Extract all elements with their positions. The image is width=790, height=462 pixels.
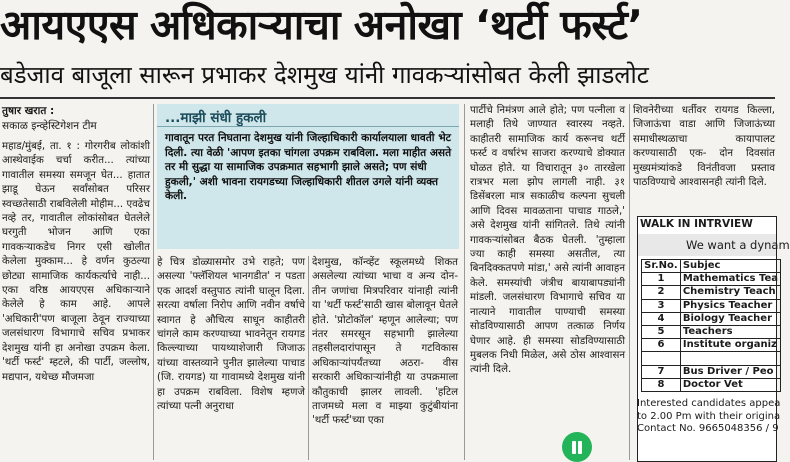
column-divider	[629, 104, 630, 460]
ad-row-subject: Doctor Vet	[680, 378, 780, 391]
byline	[2, 104, 152, 134]
byline-desk: सकाळ इन्व्हेस्टिगेशन टीम	[2, 120, 97, 132]
headline: आयएएस अधिकाऱ्याचा अनोखा ‘थर्टी फर्स्ट’	[0, 1, 643, 49]
ad-row-subject	[680, 352, 780, 365]
article-column-3	[312, 256, 458, 460]
whatsapp-icon[interactable]	[562, 432, 592, 462]
ad-row-sr: 8	[642, 378, 681, 391]
sidebar-box	[157, 104, 459, 249]
article-text: देशमुख, कॉन्व्हेंट स्कूलमध्ये शिकत असलेल्या त्यांच्या भाचा व अन्य दोन- तीन जणांचा मित्रपरिवार यांनाही त्यांनी या 'थर्टी फर्स्ट'साठी खास बोलावून घेतले होते. 'प्रोटोकॉल' म्हणून आलेल्या; पण नंतर समरसून सहभागी झालेल्या तहसीलदारांपासून ते गटविकास अधिकाऱ्यांपर्यंतच्या अठरा- वीस सरकारी अधिकाऱ्यांनीही या उपक्रमाला कौतुकाची झालर लावली. 'हटिल ताजमध्ये मला व माझ्या कुटुंबीयांना 'थर्टी फर्स्ट'च्या एका	[312, 257, 458, 427]
column-divider	[153, 104, 154, 460]
table-row	[642, 365, 781, 378]
ad-row-subject: Biology Teacher	[680, 312, 780, 325]
article-text: हे चित्र डोळ्यासमोर उभे राहते; पण असल्या 'फ्लॅशियल भानगडीत' न पडता एक आदर्श वस्तुपाठ त्यांनी घालून दिला. सरत्या वर्षाला निरोप आणि नवीन वर्षाचे स्वागत हे औचित्य साधून काहीतरी चांगले काम करण्याच्या भावनेतून रायगड किल्ल्याच्या पायथ्याशेजारी जिजाऊ यांच्या वास्तव्याने पुनीत झालेल्या पाचाड (जि. रायगड) या गावामध्ये देशमुख यांनी हा उपक्रम राबविला. विशेष म्हणजे त्यांच्या पत्नी अनुराधा	[157, 257, 305, 413]
ad-title: WALK IN INTRVIEW	[640, 218, 753, 230]
sidebar-box-divider	[157, 126, 459, 127]
ad-footer-line: Contact No. 9665048356 / 9	[637, 423, 779, 435]
divider	[0, 97, 775, 99]
ad-row-sr: 7	[642, 365, 681, 378]
table-row	[642, 339, 781, 352]
table-row	[642, 286, 781, 299]
table-row	[642, 299, 781, 312]
ad-row-sr	[642, 352, 681, 365]
sidebar-box-title: ...माझी संधी हुकली	[165, 110, 267, 126]
ad-row-sr: 1	[642, 273, 681, 286]
ad-table-header	[642, 260, 781, 273]
ad-row-subject: Institute organiz	[680, 339, 780, 352]
ad-row-subject: Chemistry Teach	[680, 286, 780, 299]
table-row	[642, 326, 781, 339]
ad-row-sr: 5	[642, 326, 681, 339]
article-column-1	[2, 140, 150, 460]
article-column-4	[470, 104, 625, 460]
article-text: महाड/मुंबई, ता. १ : गोरगरीब लोकांशी आस्थेवाईक चर्चा करीत... त्यांच्या गावातील समस्या समजून घेत... हातात झाडू घेऊन सर्वांसोबत परिसर स्वच्छतेसाठी राबविलेली मोहीम... एवढेच नव्हे तर, गावातील लोकांसोबत घेतलेले घरगुती भोजन आणि एका गावकऱ्याकडेच निगर एसी खोलीत केलेला मुक्काम... हे वर्णन कुठल्या छोट्या सामाजिक कार्यकर्त्याचे नाही... एका वरिष्ठ आयएएस अधिकाऱ्याने केलेले हे काम आहे. आपले 'अधिकारी'पण बाजूला ठेवून राज्याच्या जलसंधारण विभागाचे सचिव प्रभाकर देशमुख यांनी हा अनोखा उपक्रम केला. 'थर्टी फर्स्ट' म्हटले, की पार्टी, जल्लोष, मद्यपान, यथेच्छ मौजमजा	[2, 141, 150, 383]
ad-row-sr: 2	[642, 286, 681, 299]
article-text: शिवनेरीच्या धर्तीवर रायगड किल्ला, जिजाऊंचा वाडा आणि जिजाऊंच्या समाधीस्थळाचा कायापालट करण्यासाठी एक- दोन दिवसांत मुख्यमंत्र्यांकडे विनंतीवजा प्रस्ताव पाठविण्याचे आश्वासनही त्यांनी दिले.	[633, 105, 775, 189]
ad-row-subject: Mathematics Tea	[680, 273, 780, 286]
ad-subtitle: We want a dynam	[638, 234, 776, 256]
ad-row-subject: Teachers	[680, 326, 780, 339]
byline-name: तुषार खरात :	[2, 105, 55, 117]
ad-footer	[637, 398, 781, 436]
ad-footer-line: Interested candidates appea	[637, 398, 781, 409]
ad-row-sr: 6	[642, 339, 681, 352]
article-column-2	[157, 256, 305, 460]
ad-header-sr: Sr.No.	[642, 260, 681, 273]
table-row	[642, 352, 781, 365]
ad-footer-line: to 2.00 Pm with their origina	[637, 410, 781, 422]
subheadline: बडेजाव बाजूला सारून प्रभाकर देशमुख यांनी गावकऱ्यांसोबत केली झाडलोट	[0, 61, 649, 89]
table-row	[642, 273, 781, 286]
table-row	[642, 378, 781, 391]
ad-header-subject: Subjec	[680, 260, 780, 273]
ad-row-subject: Physics Teacher	[680, 299, 780, 312]
column-divider	[464, 104, 465, 460]
ad-row-sr: 4	[642, 312, 681, 325]
ad-row-sr: 3	[642, 299, 681, 312]
ad-table	[641, 259, 781, 392]
column-divider	[308, 256, 309, 460]
article-text: पार्टीचे निमंत्रण आले होते; पण पत्नीला व मलाही तिथे जाण्यात स्वारस्य नव्हते. काहीतरी सामाजिक कार्य करूनच थर्टी फर्स्ट व वर्षारंभ साजरा करण्याचे डोक्यात घोळत होते. या विचारातून ३० तारखेला रात्रभर मला झोप लागली नाही. ३१ डिसेंबरला मात्र सकाळीच कल्पना सुचली आणि दिवस मावळताना पाचाड गाठले,' असे देशमुख यांनी सांगितले. तिथे त्यांनी गावकऱ्यांसोबत बैठक घेतली. 'तुम्हाला ज्या काही समस्या असतील, त्या बिनदिक्कतपणे मांडा,' असे त्यांनी आवाहन केले. समस्यांची जंत्रीच बायाबापड्यांनी मांडली. जलसंधारण विभागाचे सचिव या नात्याने गावातील पाण्याची समस्या सोडविण्यासाठी आपण तत्काळ निर्णय घेणार आहे. ही समस्या सोडविण्यासाठी मुबलक निधी मिळेल, असे ठोस आश्वासन त्यांनी दिले.	[470, 105, 625, 376]
sidebar-box-text: गावातून परत निघताना देशमुख यांनी जिल्हाधिकारी कार्यालयाला धावती भेट दिली. त्या वेळी 'आपण इतका चांगला उपक्रम राबविला. मला माहीत असते तर मी सुद्धा या सामाजिक उपक्रमात सहभागी झाले असते; पण संधी हुकली,' अशी भावना रायगडच्या जिल्हाधिकारी शीतल उगले यांनी व्यक्त केली.	[165, 132, 452, 203]
ad-row-subject: Bus Driver / Peo	[680, 365, 780, 378]
table-row	[642, 312, 781, 325]
article-column-5	[633, 104, 775, 216]
